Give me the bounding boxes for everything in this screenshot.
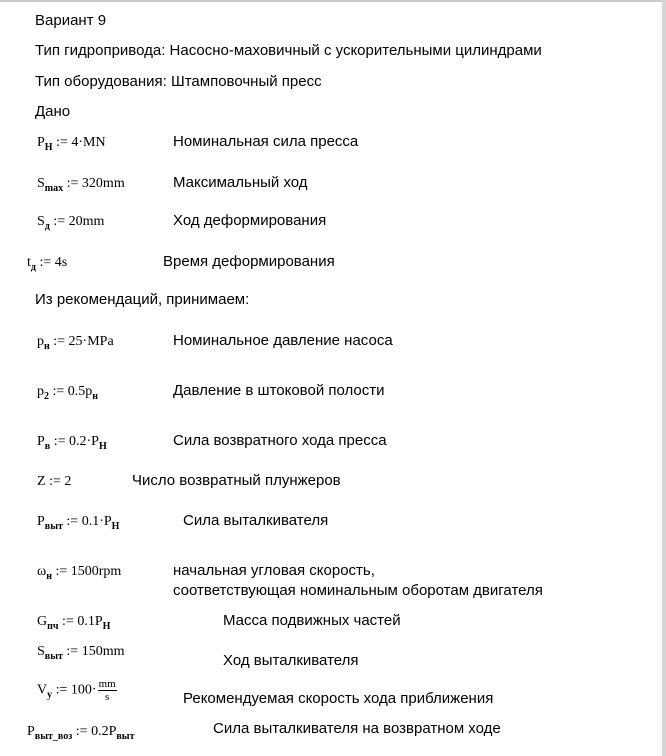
desc-pump-pressure: Номинальное давление насоса bbox=[173, 332, 393, 349]
top-border bbox=[0, 0, 666, 2]
desc-angular-speed-line1: начальная угловая скорость, bbox=[173, 562, 375, 579]
desc-nominal-force: Номинальная сила пресса bbox=[173, 133, 359, 150]
right-border bbox=[662, 0, 666, 756]
given-heading: Дано bbox=[35, 103, 71, 120]
desc-approach-speed: Рекомендуемая скорость хода приближения bbox=[183, 690, 494, 707]
equipment-type-line: Тип оборудования: Штамповочный пресс bbox=[35, 73, 322, 90]
desc-rod-pressure: Давление в штоковой полости bbox=[173, 382, 385, 399]
formula-return-plungers: Z := 2 bbox=[37, 474, 72, 489]
desc-deform-time: Время деформирования bbox=[163, 253, 335, 270]
formula-rod-pressure: $p_2$ := $0.5p_н$ bbox=[37, 384, 99, 402]
formula-max-stroke: $S_{max}$ := 320mm bbox=[37, 176, 125, 194]
formula-ejector-stroke: $S_{выт}$ := 150mm bbox=[37, 644, 125, 662]
desc-deform-stroke: Ход деформирования bbox=[173, 212, 327, 229]
formula-approach-speed: $V_y$ := 100· $\frac{mm}{s}$ bbox=[37, 678, 116, 703]
formula-pump-pressure: $p_н$ := 25·MPa bbox=[37, 334, 114, 352]
desc-return-plungers: Число возвратный плунжеров bbox=[132, 472, 341, 489]
recommendations-heading: Из рекомендаций, принимаем: bbox=[35, 291, 250, 308]
desc-ejector-stroke: Ход выталкивателя bbox=[223, 652, 359, 669]
desc-max-stroke: Максимальный ход bbox=[173, 174, 308, 191]
desc-return-force: Сила возвратного хода пресса bbox=[173, 432, 387, 449]
units-fraction: $\frac{mm}{s}$ bbox=[98, 678, 116, 703]
formula-ejector-return-force: $P_{выт\_воз}$ := $0.2P_{выт}$ bbox=[27, 724, 135, 742]
variant-title: Вариант 9 bbox=[35, 12, 107, 29]
formula-deform-time: $t_д$ := 4s bbox=[27, 255, 68, 273]
desc-ejector-return-force: Сила выталкивателя на возвратном ходе bbox=[213, 720, 501, 737]
formula-deform-stroke: $S_д$ := 20mm bbox=[37, 214, 105, 232]
desc-ejector-force: Сила выталкивателя bbox=[183, 512, 329, 529]
formula-ejector-force: $P_{выт}$ := $0.1\cdot P_H$ bbox=[37, 514, 120, 532]
formula-moving-mass: $G_{пч}$ := $0.1P_H$ bbox=[37, 614, 111, 632]
drive-type-line: Тип гидропривода: Насосно-маховичный с ускорительными цилиндрами bbox=[35, 42, 542, 59]
desc-angular-speed-line2: соответствующая номинальным оборотам двигателя bbox=[173, 582, 543, 599]
formula-return-force: $P_в$ := $0.2\cdot P_H$ bbox=[37, 434, 107, 452]
formula-nominal-force: $P_H$ := 4·MN bbox=[37, 135, 106, 153]
formula-angular-speed: $\omega_н$ := 1500rpm bbox=[37, 564, 122, 582]
desc-moving-mass: Масса подвижных частей bbox=[223, 612, 401, 629]
